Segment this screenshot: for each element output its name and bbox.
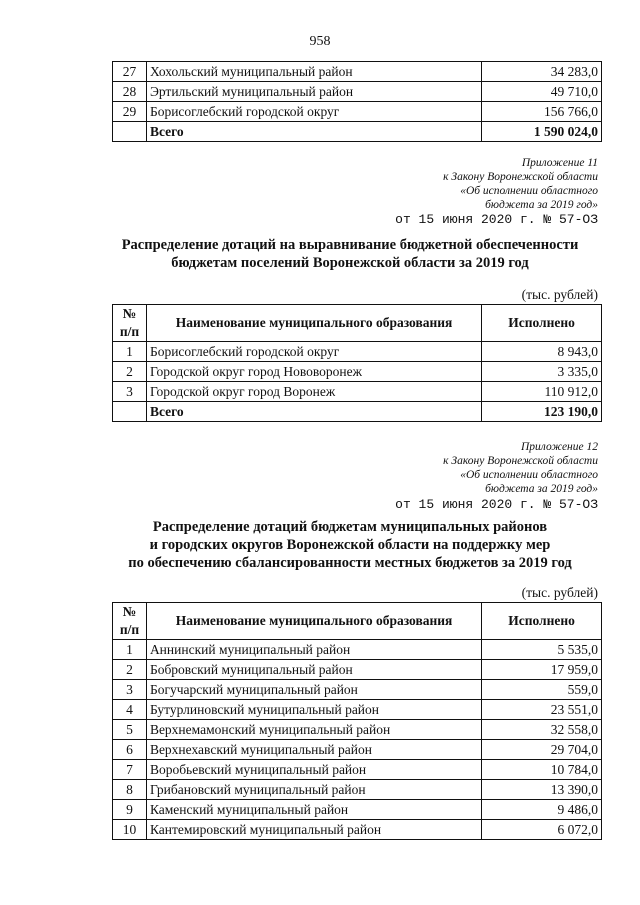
- appendix-12-date: от 15 июня 2020 г. № 57-ОЗ: [395, 497, 598, 512]
- appendix-line: «Об исполнении областного: [460, 469, 598, 481]
- row-number: 9: [113, 800, 147, 820]
- title-line: и городских округов Воронежской области на поддержку мер: [149, 537, 551, 553]
- row-number: 1: [113, 640, 147, 660]
- appendix-12-table: [112, 602, 602, 840]
- row-name: Городской округ город Нововоронеж: [146, 362, 481, 382]
- column-header-number: № п/п: [113, 305, 147, 342]
- table-row: [113, 82, 602, 102]
- appendix-12-title: [0, 518, 640, 572]
- row-value: 156 766,0: [482, 102, 602, 122]
- row-value: 9 486,0: [482, 800, 602, 820]
- appendix-11-unit: (тыс. рублей): [521, 287, 598, 302]
- appendix-line: Приложение 12: [520, 441, 598, 453]
- table-row: [113, 62, 602, 82]
- row-name: Городской округ город Воронеж: [146, 382, 481, 402]
- row-number: 27: [113, 62, 147, 82]
- column-header-name: Наименование муниципального образования: [146, 305, 481, 342]
- row-number: 3: [113, 680, 147, 700]
- appendix-line: Приложение 11: [521, 157, 598, 169]
- row-number: 3: [113, 382, 147, 402]
- total-value: 123 190,0: [482, 402, 602, 422]
- title-line: Распределение дотаций бюджетам муниципальных районов: [152, 519, 548, 535]
- appendix-11-table: [112, 304, 602, 422]
- table-row: [113, 640, 602, 660]
- row-number: 6: [113, 740, 147, 760]
- table-row: [113, 800, 602, 820]
- row-number: 10: [113, 820, 147, 840]
- row-number: 8: [113, 780, 147, 800]
- row-name: Эртильский муниципальный район: [146, 82, 481, 102]
- appendix-line: к Закону Воронежской области: [443, 171, 598, 183]
- row-value: 32 558,0: [482, 720, 602, 740]
- appendix-line: бюджета за 2019 год»: [485, 483, 598, 495]
- row-value: 6 072,0: [482, 820, 602, 840]
- row-name: Воробьевский муниципальный район: [146, 760, 481, 780]
- table-row: [113, 700, 602, 720]
- total-row: [113, 402, 602, 422]
- table-row: [113, 660, 602, 680]
- row-number: 2: [113, 660, 147, 680]
- row-name: Кантемировский муниципальный район: [146, 820, 481, 840]
- row-name: Аннинский муниципальный район: [146, 640, 481, 660]
- row-value: 34 283,0: [482, 62, 602, 82]
- column-header-value: Исполнено: [482, 603, 602, 640]
- appendix-11-date: от 15 июня 2020 г. № 57-ОЗ: [395, 212, 598, 227]
- row-value: 559,0: [482, 680, 602, 700]
- table-row: [113, 740, 602, 760]
- appendix-line: бюджета за 2019 год»: [485, 199, 598, 211]
- row-value: 3 335,0: [482, 362, 602, 382]
- appendix-12-header: [443, 440, 598, 496]
- row-number: 4: [113, 700, 147, 720]
- title-line: бюджетам поселений Воронежской области за 2019 год: [171, 255, 529, 271]
- table-row: [113, 362, 602, 382]
- row-name: Бутурлиновский муниципальный район: [146, 700, 481, 720]
- row-value: 110 912,0: [482, 382, 602, 402]
- table-row: [113, 720, 602, 740]
- total-value: 1 590 024,0: [482, 122, 602, 142]
- row-name: Борисоглебский городской округ: [146, 342, 481, 362]
- title-line: Распределение дотаций на выравнивание бюджетной обеспеченности: [121, 237, 579, 253]
- column-header-number: № п/п: [113, 603, 147, 640]
- table-row: [113, 102, 602, 122]
- row-number: 2: [113, 362, 147, 382]
- total-row: [113, 122, 602, 142]
- row-value: 23 551,0: [482, 700, 602, 720]
- title-line: по обеспечению сбалансированности местных бюджетов за 2019 год: [128, 555, 572, 571]
- table-header-row: [113, 305, 602, 342]
- appendix-line: «Об исполнении областного: [460, 185, 598, 197]
- appendix-11-header: [443, 156, 598, 212]
- row-number: 1: [113, 342, 147, 362]
- row-value: 29 704,0: [482, 740, 602, 760]
- column-header-value: Исполнено: [482, 305, 602, 342]
- appendix-12-unit: (тыс. рублей): [521, 585, 598, 600]
- row-name: Грибановский муниципальный район: [146, 780, 481, 800]
- column-header-name: Наименование муниципального образования: [146, 603, 481, 640]
- row-value: 49 710,0: [482, 82, 602, 102]
- appendix-line: к Закону Воронежской области: [443, 455, 598, 467]
- row-number: 29: [113, 102, 147, 122]
- table-header-row: [113, 603, 602, 640]
- row-value: 13 390,0: [482, 780, 602, 800]
- continued-table: [112, 61, 602, 142]
- row-name: Верхнехавский муниципальный район: [146, 740, 481, 760]
- page-number: 958: [309, 34, 331, 49]
- row-value: 10 784,0: [482, 760, 602, 780]
- row-number: 7: [113, 760, 147, 780]
- appendix-11-title: [0, 236, 640, 272]
- row-number: 28: [113, 82, 147, 102]
- table-row: [113, 680, 602, 700]
- row-value: 17 959,0: [482, 660, 602, 680]
- total-label: Всего: [146, 402, 481, 422]
- table-row: [113, 780, 602, 800]
- row-name: Бобровский муниципальный район: [146, 660, 481, 680]
- row-number: 5: [113, 720, 147, 740]
- row-name: Верхнемамонский муниципальный район: [146, 720, 481, 740]
- row-name: Каменский муниципальный район: [146, 800, 481, 820]
- row-name: Богучарский муниципальный район: [146, 680, 481, 700]
- row-name: Хохольский муниципальный район: [146, 62, 481, 82]
- total-label: Всего: [146, 122, 481, 142]
- row-value: 5 535,0: [482, 640, 602, 660]
- row-name: Борисоглебский городской округ: [146, 102, 481, 122]
- table-row: [113, 820, 602, 840]
- table-row: [113, 342, 602, 362]
- table-row: [113, 760, 602, 780]
- row-value: 8 943,0: [482, 342, 602, 362]
- table-row: [113, 382, 602, 402]
